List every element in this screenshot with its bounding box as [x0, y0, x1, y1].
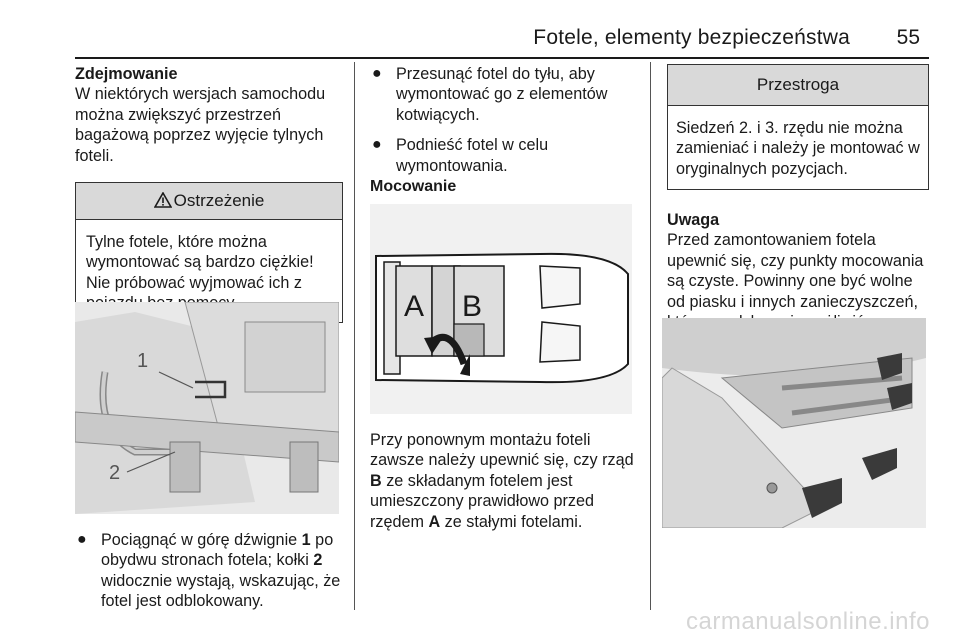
column-1	[75, 64, 343, 323]
section-heading: Mocowanie	[370, 178, 457, 195]
column-divider	[354, 62, 355, 610]
watermark: carmanualsonline.info	[686, 608, 930, 635]
caution-text: Siedzeń 2. i 3. rzędu nie można zamieniać i należy je montować w oryginalnych pozycjach.	[676, 119, 920, 178]
page-number: 55	[896, 26, 920, 49]
column-3	[667, 64, 929, 190]
warning-header	[76, 183, 342, 220]
bullet-dot-icon: ●	[372, 136, 382, 154]
bullet-item: ● Przesunąć fotel do tyłu, aby wymontować go z elementów kotwiących.	[372, 65, 608, 124]
caution-box	[667, 64, 929, 190]
warning-title: Ostrzeżenie	[173, 191, 265, 211]
row-a-label: A	[404, 290, 425, 323]
seat-lever-illustration	[75, 302, 339, 514]
warning-text: Tylne fotele, które można wymontować są bardzo ciężkie! Nie próbować wyjmować ich z	[86, 233, 314, 292]
bullet-dot-icon: ●	[372, 65, 382, 82]
note-text: Przed zamontowaniem fotela upewnić się, czy punkty mocowania są czyste. Powinny one być wolne od piasku i innych zanieczyszczeń,	[667, 231, 924, 311]
callout-2: 2	[109, 462, 121, 484]
seat-anchor-drawing	[662, 318, 926, 528]
bullet-dot-icon: ●	[77, 531, 87, 548]
seat-rows-diagram	[370, 204, 632, 414]
page-title: Fotele, elementy bezpieczeństwa	[533, 26, 850, 49]
bullet-item: ● Podnieść fotel w celu wymontowania.	[372, 136, 549, 175]
column-divider	[650, 62, 651, 610]
header-rule	[75, 57, 929, 59]
intro-text: W niektórych wersjach samochodu można zwiększyć przestrzeń bagażową poprzez wyjęcie tylnych foteli.	[75, 85, 326, 165]
row-b-label: B	[462, 290, 483, 323]
mounting-text: Przy ponownym montażu foteli zawsze należy upewnić się, czy rząd B ze składanym fotelem jest umieszczony prawidłowo przed rzędem A ze stałymi fotelami.	[370, 431, 634, 531]
caution-title: Przestroga	[668, 65, 928, 106]
section-heading: Zdejmowanie	[75, 65, 178, 83]
warning-icon	[154, 192, 172, 208]
callout-1: 1	[137, 350, 149, 372]
column-2	[370, 64, 640, 186]
note-title: Uwaga	[667, 211, 720, 229]
seat-anchor-illustration	[662, 318, 926, 528]
bullet-item: ● Pociągnąć w górę dźwignie 1 po obydwu stronach fotela; kołki 2 widocznie wystają, wskazując, że fotel jest odblokowany.	[77, 531, 341, 611]
